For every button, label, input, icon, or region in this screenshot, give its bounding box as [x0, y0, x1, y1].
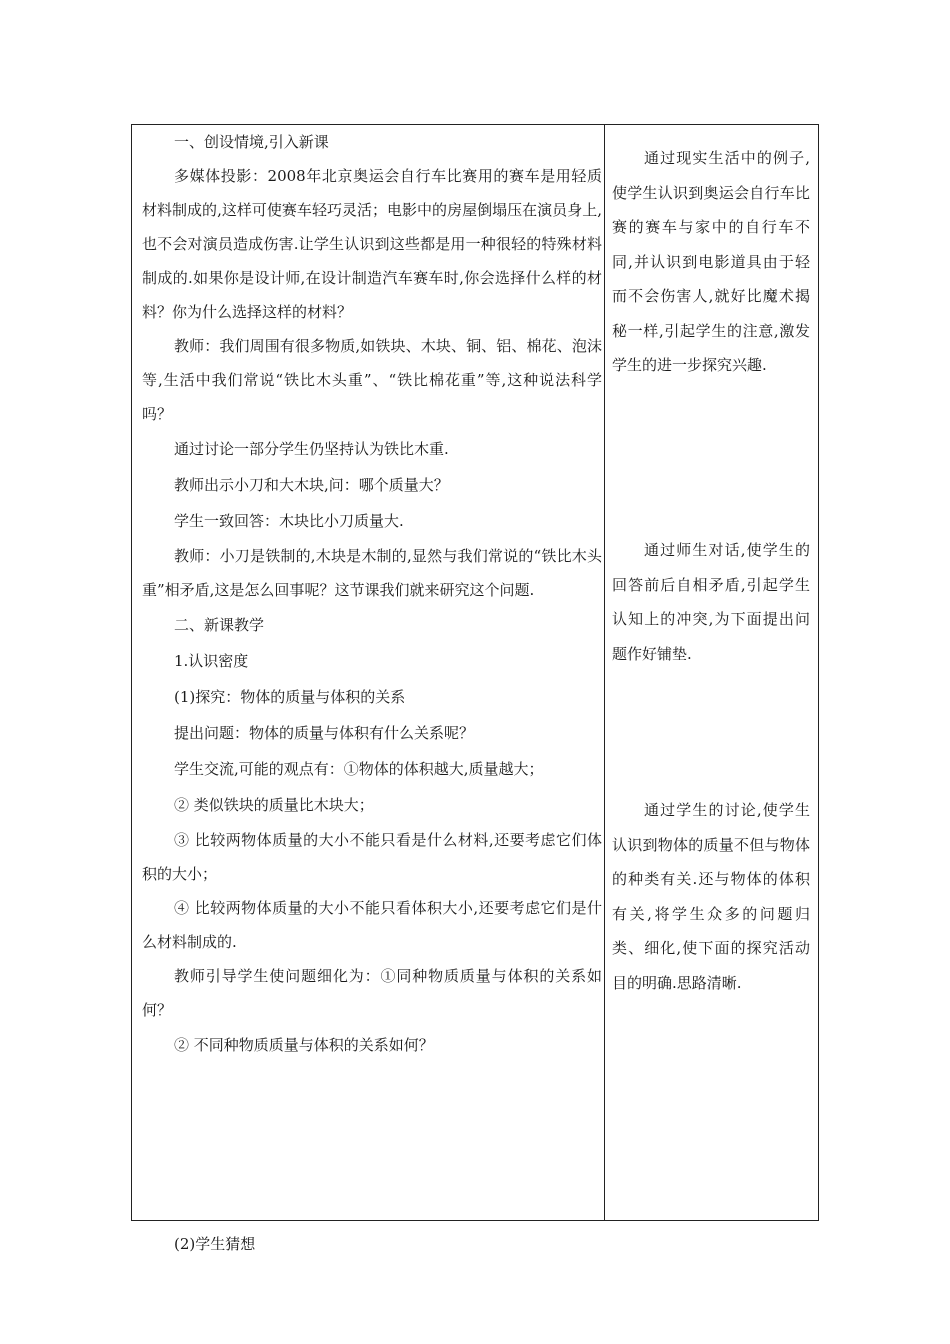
column-divider [604, 125, 605, 1220]
paragraph-viewpoint-4: ④ 比较两物体质量的大小不能只看体积大小,还要考虑它们是什么材料制成的. [142, 899, 602, 951]
paragraph-viewpoint-3: ③ 比较两物体质量的大小不能只看是什么材料,还要考虑它们体积的大小； [142, 831, 602, 883]
subheading-explore: (1)探究：物体的质量与体积的关系 [174, 688, 406, 706]
note-block-1 [612, 141, 810, 383]
paragraph-knife-block: 教师出示小刀和大木块,问：哪个质量大？ [174, 476, 449, 494]
paragraph-refine-question-2: ② 不同种物质质量与体积的关系如何？ [174, 1036, 434, 1054]
note-block-3 [612, 793, 810, 1000]
paragraph-multimedia: 多媒体投影：2008年北京奥运会自行车比赛用的赛车是用轻质材料制成的,这样可使赛车轻巧灵活；电影中的房屋倒塌压在演员身上,也不会对演员造成伤害.让学生认识到这些都是用一种很轻的特殊材料制成的.如果你是设计师,在设计制造汽车赛车时,你会选择什么样的材料？你为什么选择这样的材料？ [142, 167, 602, 321]
design-note-2: 通过师生对话,使学生的回答前后自相矛盾,引起学生认知上的冲突,为下面提出问题作好铺垫. [612, 541, 810, 663]
paragraph-student-answer: 学生一致回答：木块比小刀质量大. [174, 512, 404, 530]
paragraph-teacher-question: 教师：我们周围有很多物质,如铁块、木块、铜、铝、棉花、泡沫等,生活中我们常说“铁比木头重”、“铁比棉花重”等,这种说法科学吗？ [142, 337, 602, 423]
paragraph-viewpoint-2: ② 类似铁块的质量比木块大； [174, 796, 374, 814]
paragraph-refine-question-1: 教师引导学生使问题细化为：①同种物质质量与体积的关系如何？ [142, 967, 602, 1019]
paragraph-teacher-contradiction: 教师：小刀是铁制的,木块是木制的,显然与我们常说的“铁比木头重”相矛盾,这是怎么回事呢？这节课我们就来研究这个问题. [142, 547, 602, 599]
design-note-1: 通过现实生活中的例子,使学生认识到奥运会自行车比赛的赛车与家中的自行车不同,并认识到电影道具由于轻而不会伤害人,就好比魔术揭秘一样,引起学生的注意,激发学生的进一步探究兴趣. [612, 149, 810, 374]
after-table-heading: (2)学生猜想 [174, 1235, 256, 1253]
section-heading-intro: 一、创设情境,引入新课 [174, 133, 329, 151]
paragraph-discussion: 通过讨论一部分学生仍坚持认为铁比木重. [174, 440, 449, 458]
paragraph-viewpoint-1: 学生交流,可能的观点有：①物体的体积越大,质量越大； [174, 760, 544, 778]
section-heading-new-lesson: 二、新课教学 [174, 616, 265, 634]
paragraph-raise-question: 提出问题：物体的质量与体积有什么关系呢？ [174, 724, 475, 742]
design-note-3: 通过学生的讨论,使学生认识到物体的质量不但与物体的种类有关.还与物体的体积有关,将学生众多的问题归类、细化,使下面的探究活动目的明确.思路清晰. [612, 801, 810, 992]
note-block-2 [612, 533, 810, 671]
lesson-table [131, 124, 819, 1221]
teaching-process-column [142, 125, 602, 1063]
subheading-density: 1.认识密度 [174, 652, 249, 670]
